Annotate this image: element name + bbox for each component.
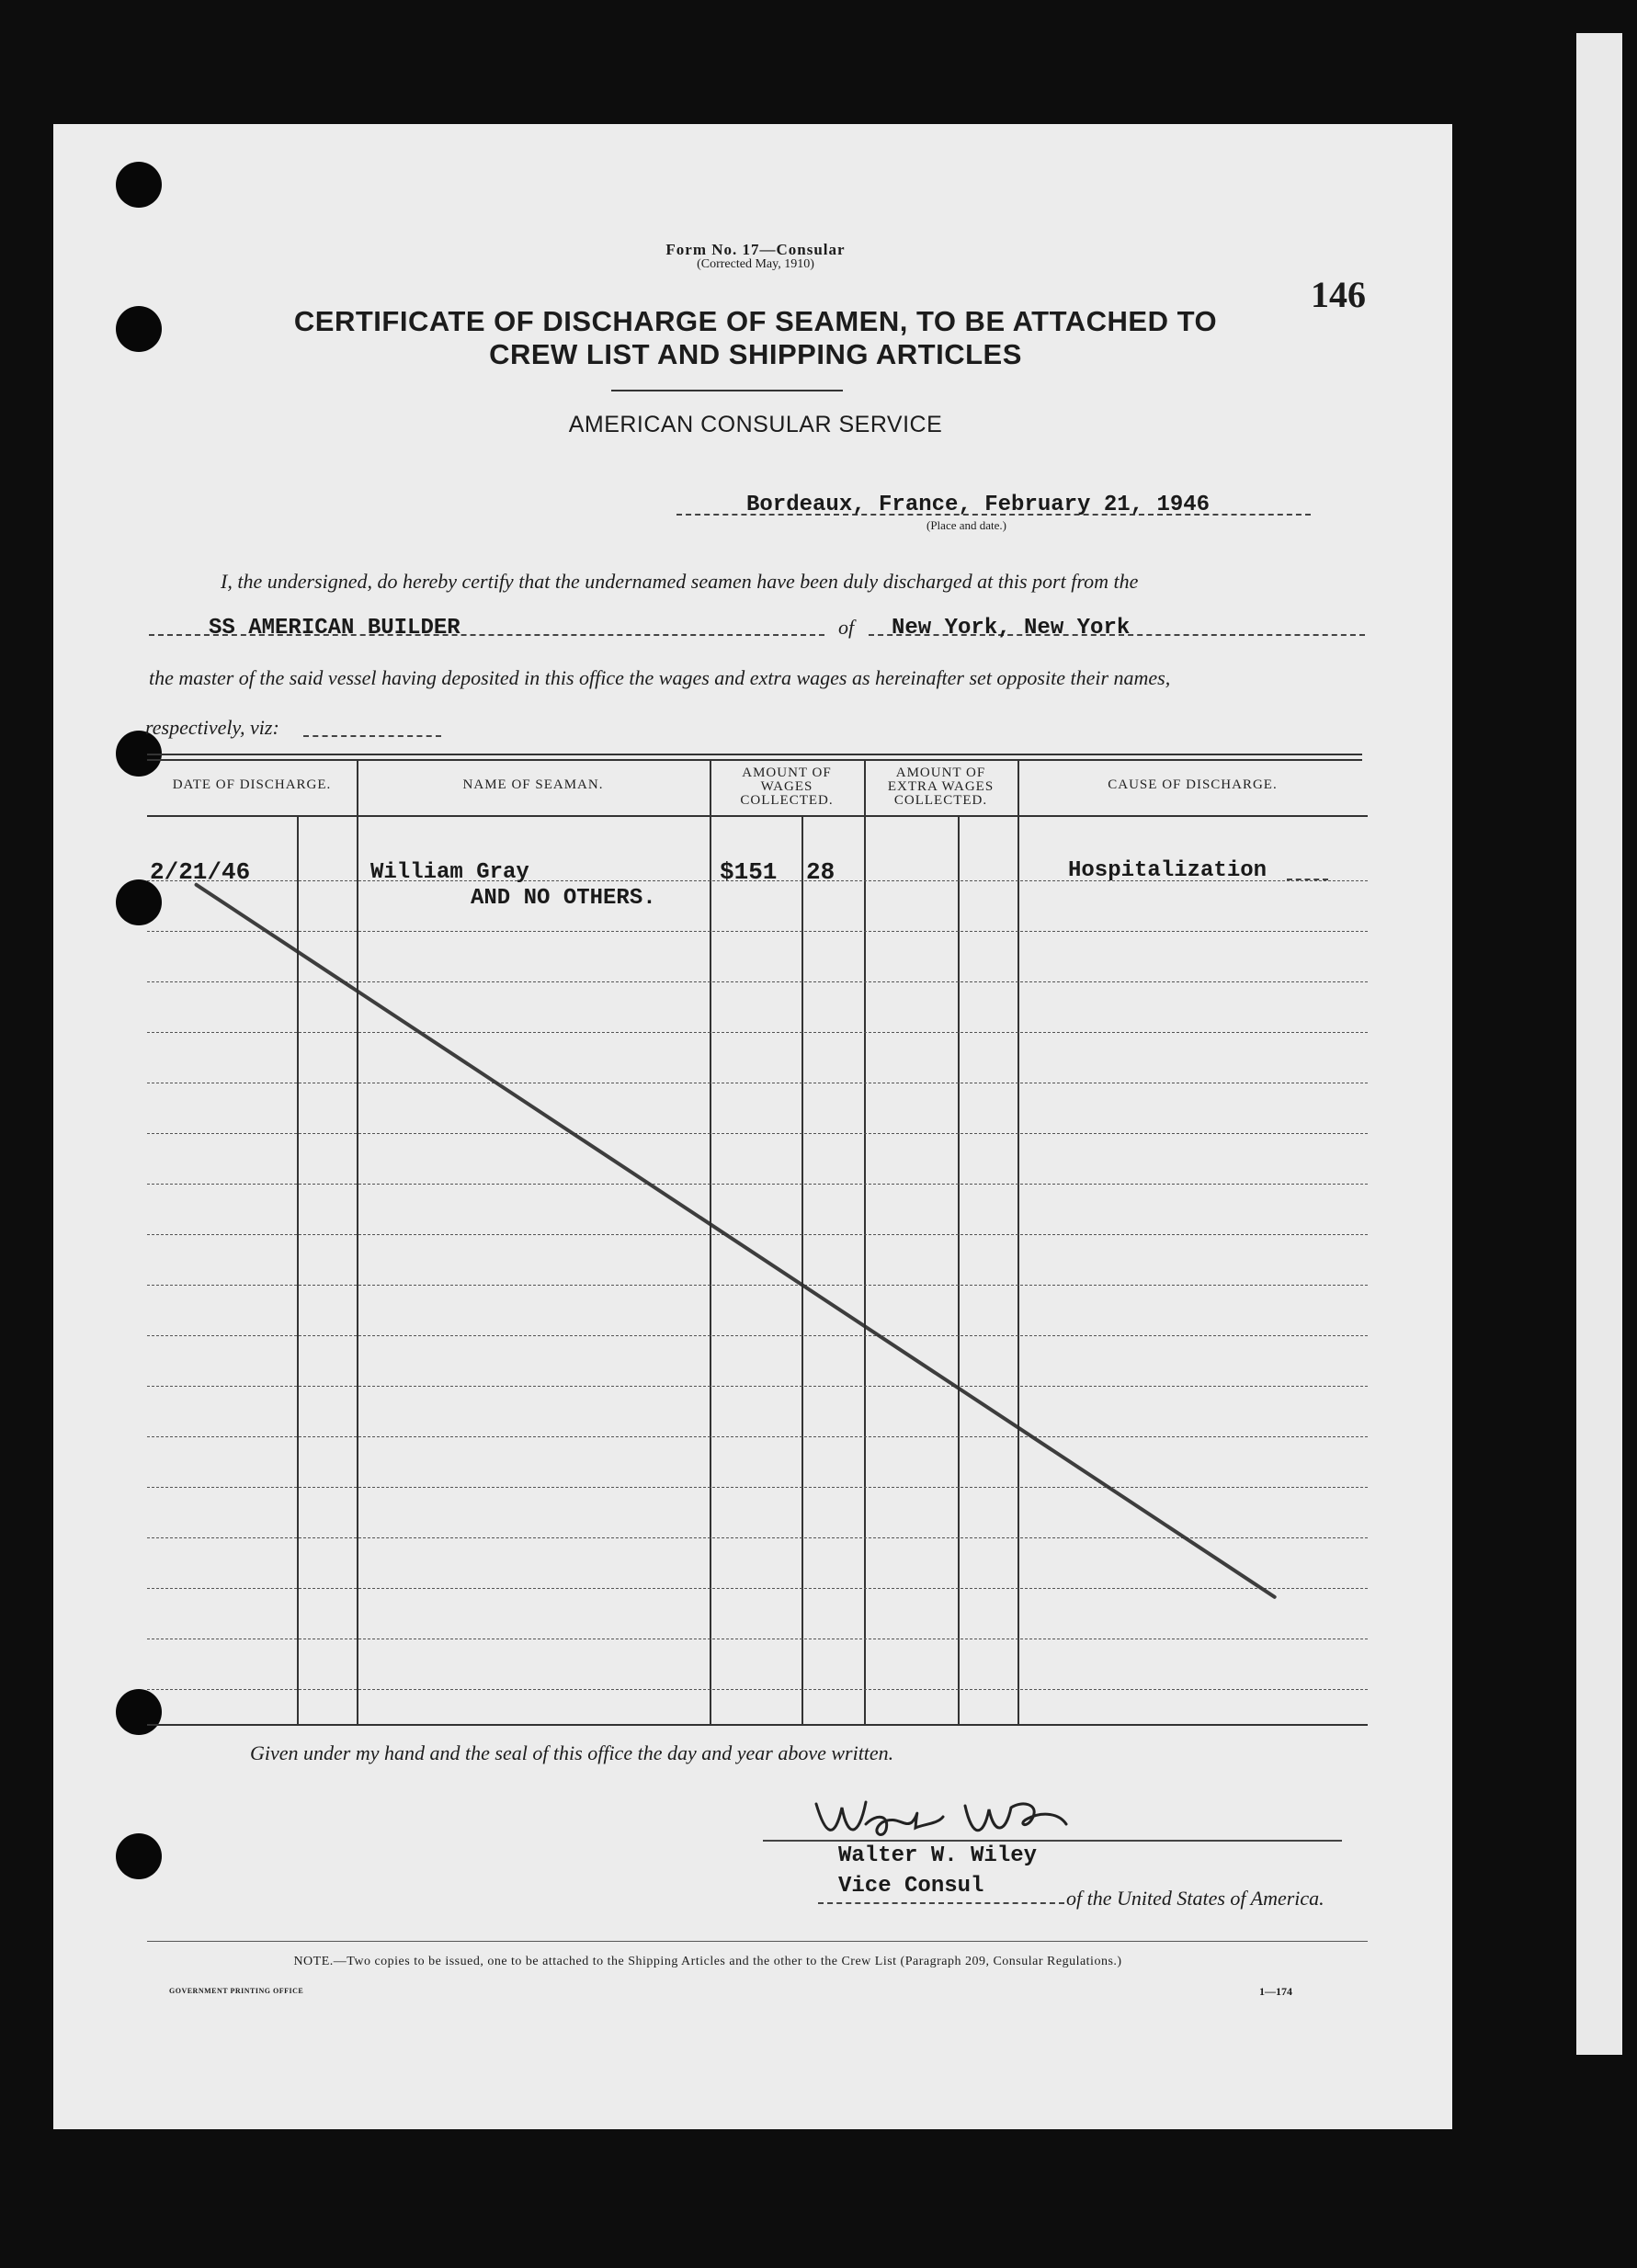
- title-divider: [611, 390, 843, 391]
- seaman-name: William Gray: [370, 860, 529, 885]
- table-top-rule-2: [147, 759, 1362, 761]
- table-row-rule: [147, 1234, 1368, 1235]
- table-row-rule: [147, 931, 1368, 932]
- cause-fill-line: [1287, 879, 1328, 880]
- certificate-title-line-2: CREW LIST AND SHIPPING ARTICLES: [489, 338, 1022, 370]
- vessel-of-label: of: [838, 616, 855, 639]
- punch-hole: [116, 1833, 162, 1879]
- of-united-states: of the United States of America.: [1066, 1887, 1324, 1910]
- wages-cents: 28: [806, 858, 836, 886]
- header-extra-wages-line-1: AMOUNT OF: [895, 765, 986, 780]
- place-date-value: Bordeaux, France, February 21, 1946: [746, 493, 1211, 517]
- table-row-rule: [147, 1335, 1368, 1336]
- table-top-rule: [147, 754, 1362, 755]
- table-row-rule: [147, 1032, 1368, 1033]
- table-row-rule: [147, 1436, 1368, 1437]
- column-divider: [710, 759, 711, 1724]
- place-date-caption: (Place and date.): [926, 518, 1006, 532]
- header-extra-wages-line-2: EXTRA WAGES: [887, 779, 995, 794]
- column-divider: [1017, 759, 1019, 1724]
- header-wages: [710, 766, 864, 808]
- header-wages-line-2: WAGES: [760, 779, 813, 794]
- header-wages-line-1: AMOUNT OF: [742, 765, 832, 780]
- page-number: 146: [1311, 274, 1366, 315]
- table-row-rule: [147, 1588, 1368, 1589]
- table-row-rule: [147, 1487, 1368, 1488]
- vessel-port: New York, New York: [892, 616, 1131, 641]
- seaman-name-note: AND NO OTHERS.: [471, 886, 656, 911]
- header-cause-of-discharge: CAUSE OF DISCHARGE.: [1108, 777, 1278, 792]
- header-date-of-discharge: DATE OF DISCHARGE.: [172, 777, 332, 792]
- respectively-text: respectively, viz:: [145, 716, 279, 739]
- table-row-rule: [147, 1386, 1368, 1387]
- form-code: 1—174: [1259, 1985, 1292, 1998]
- discharge-date: 2/21/46: [150, 858, 251, 886]
- table-row-rule: [147, 981, 1368, 982]
- respectively-line: [303, 735, 441, 737]
- vessel-name: SS AMERICAN BUILDER: [209, 616, 460, 641]
- note-divider: [147, 1941, 1368, 1942]
- header-extra-wages-line-3: COLLECTED.: [893, 793, 988, 808]
- table-row-rule: [147, 1689, 1368, 1690]
- table-row-rule: [147, 1133, 1368, 1134]
- punch-hole: [116, 879, 162, 925]
- column-divider: [357, 759, 358, 1724]
- header-extra-wages: [864, 766, 1017, 808]
- printer-imprint: GOVERNMENT PRINTING OFFICE: [169, 1987, 304, 1995]
- certificate-title-line-1: CERTIFICATE OF DISCHARGE OF SEAMEN, TO BE ATTACHED TO: [293, 305, 1218, 337]
- adjacent-page-strip: [1576, 33, 1622, 2055]
- column-divider: [864, 759, 866, 1724]
- punch-hole: [116, 1689, 162, 1735]
- form-number: Form No. 17—Consular: [665, 241, 846, 258]
- note-text: NOTE.—Two copies to be issued, one to be attached to the Shipping Articles and the other to the Crew List (Paragraph 209, Consular Regulations.): [293, 1955, 1122, 1968]
- wages-dollars: $151: [720, 858, 778, 886]
- certify-statement: I, the undersigned, do hereby certify that the undernamed seamen have been duly discharged at this port from the: [221, 570, 1139, 593]
- discharge-cause: Hospitalization: [1068, 858, 1268, 883]
- table-row-rule: [147, 1285, 1368, 1286]
- table-bottom-rule: [147, 1724, 1368, 1726]
- punch-hole: [116, 162, 162, 208]
- table-header-bottom-rule: [147, 815, 1368, 817]
- signer-title: Vice Consul: [838, 1874, 984, 1899]
- signer-title-line: [818, 1902, 1064, 1904]
- signer-name: Walter W. Wiley: [838, 1843, 1038, 1868]
- header-wages-line-3: COLLECTED.: [740, 793, 834, 808]
- consular-service-heading: AMERICAN CONSULAR SERVICE: [568, 412, 943, 437]
- given-statement: Given under my hand and the seal of this office the day and year above written.: [250, 1741, 894, 1764]
- table-row-rule: [147, 1184, 1368, 1185]
- signature-line: [763, 1840, 1342, 1842]
- form-corrected-date: (Corrected May, 1910): [697, 257, 814, 271]
- master-statement: the master of the said vessel having deposited in this office the wages and extra wages as hereinafter set opposite their names,: [149, 666, 1171, 689]
- header-name-of-seaman: NAME OF SEAMAN.: [462, 777, 604, 792]
